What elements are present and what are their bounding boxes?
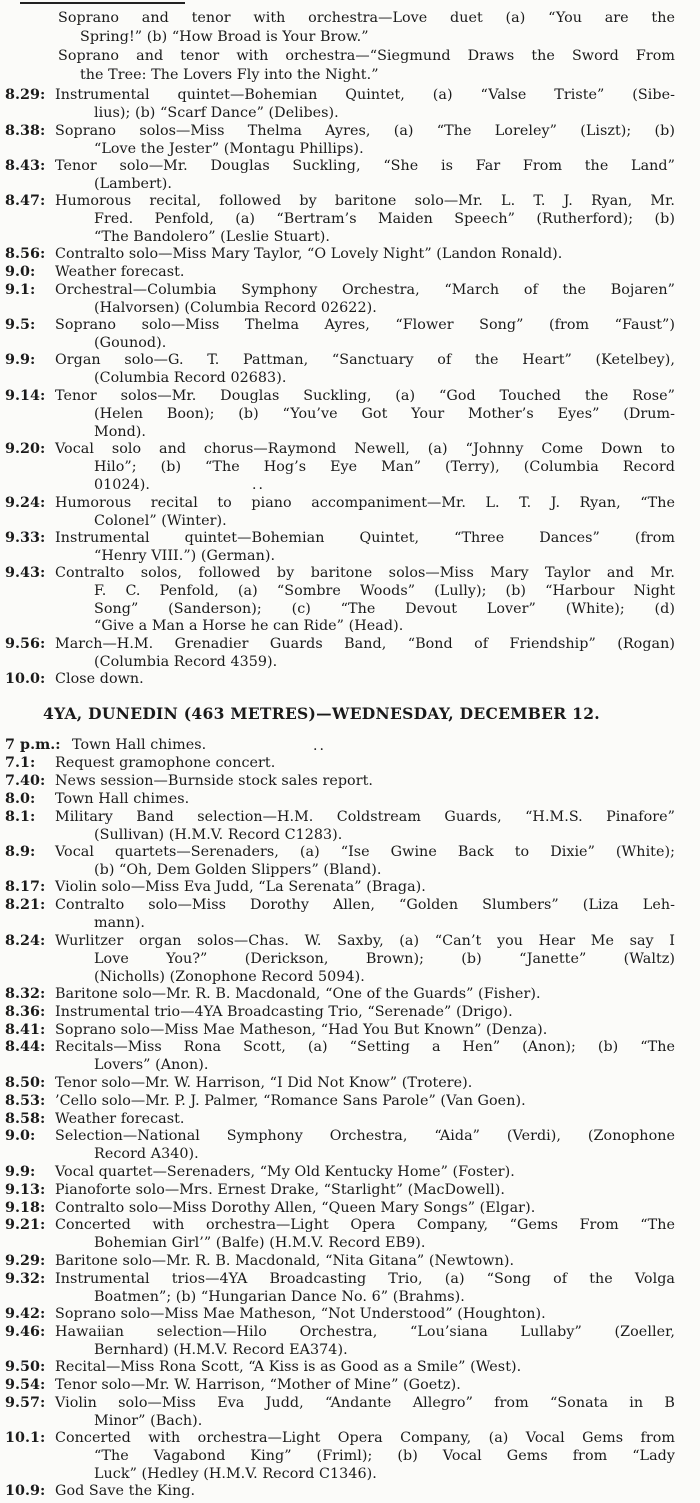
programme-text-line: Close down. (55, 671, 144, 687)
programme-time: 9.56: (5, 636, 46, 652)
programme-time: 8.17: (5, 879, 46, 895)
programme-text-line: “Give a Man a Horse he can Ride” (Head). (94, 618, 404, 635)
programme-text-line: Orchestral—Columbia Symphony Orchestra, “March of the Bojaren” (55, 282, 675, 298)
programme-time: 10.0: (5, 671, 46, 687)
programme-text-line: Contralto solo—Miss Dorothy Allen, “Golden Slumbers” (Liza Leh- (55, 897, 675, 913)
programme-time: 8.38: (5, 123, 46, 139)
programme-time: 9.5: (5, 317, 36, 333)
programme-text-line: F. C. Penfold, (a) “Sombre Woods” (Lully); (b) “Harbour Night (94, 582, 675, 599)
programme-text-line: Tenor solo—Mr. Douglas Suckling, “She is Far From the Land” (55, 158, 675, 174)
stray-dots: .. (313, 738, 326, 754)
programme-text-line: Luck” (Hedley (H.M.V. Record C1346). (94, 1465, 377, 1482)
programme-time: 8.32: (5, 986, 46, 1002)
programme-text-line: Instrumental trio—4YA Broadcasting Trio, “Serenade” (Drigo). (55, 1004, 513, 1020)
programme-time: 9.46: (5, 1324, 46, 1340)
programme-text-line: ’Cello solo—Mr. P. J. Palmer, “Romance Sans Parole” (Van Goen). (55, 1093, 526, 1109)
programme-time: 9.18: (5, 1200, 46, 1216)
programme-text-line: (Lambert). (94, 175, 172, 192)
programme-text-line: 01024). (94, 476, 150, 493)
programme-text-line: Pianoforte solo—Mrs. Ernest Drake, “Starlight” (MacDowell). (55, 1182, 505, 1198)
programme-text-line: Vocal quartets—Serenaders, (a) “Ise Gwine Back to Dixie” (White); (55, 844, 675, 860)
programme-time: 9.1: (5, 282, 36, 298)
programme-text-line: (Gounod). (94, 334, 167, 351)
programme-text-line: (Halvorsen) (Columbia Record 02622). (94, 299, 377, 316)
programme-text-line: Concerted with orchestra—Light Opera Company, “Gems From “The (55, 1217, 675, 1233)
programme-time: 9.42: (5, 1306, 46, 1322)
programme-time: 9.13: (5, 1182, 46, 1198)
programme-text-line: Violin solo—Miss Eva Judd, “Andante Allegro” from “Sonata in B (55, 1395, 675, 1411)
station-heading: 4YA, DUNEDIN (463 METRES)—WEDNESDAY, DECEMBER 12. (43, 704, 601, 723)
programme-text-line: (Sullivan) (H.M.V. Record C1283). (94, 826, 343, 843)
programme-time: 8.44: (5, 1039, 46, 1055)
programme-text-line: Town Hall chimes. (55, 791, 190, 807)
programme-time: 8.50: (5, 1075, 46, 1091)
programme-time: 9.9: (5, 352, 36, 368)
programme-text-line: Selection—National Symphony Orchestra, “Aida” (Verdi), (Zonophone (55, 1128, 675, 1144)
programme-text-line: Love You?” (Derickson, Brown); (b) “Janette” (Waltz) (94, 950, 675, 967)
programme-time: 7.40: (5, 773, 46, 789)
programme-text-line: Contralto solos, followed by baritone solos—Miss Mary Taylor and Mr. (55, 565, 675, 581)
programme-text-line: Minor” (Bach). (94, 1412, 203, 1429)
programme-text-line: Weather forecast. (55, 1111, 185, 1127)
programme-time: 8.29: (5, 87, 46, 103)
programme-time: 7.1: (5, 755, 36, 771)
programme-text-line: Tenor solos—Mr. Douglas Suckling, (a) “God Touched the Rose” (55, 388, 675, 404)
programme-time: 9.43: (5, 565, 46, 581)
programme-time: 9.9: (5, 1164, 36, 1180)
programme-text-line: Organ solo—G. T. Pattman, “Sanctuary of the Heart” (Ketelbey), (55, 352, 675, 368)
top-rule (20, 2, 185, 4)
programme-text-line: lius); (b) “Scarf Dance” (Delibes). (94, 104, 339, 121)
programme-time: 9.21: (5, 1217, 46, 1233)
programme-time: 9.50: (5, 1359, 46, 1375)
programme-time: 9.14: (5, 388, 46, 404)
programme-time: 8.24: (5, 933, 46, 949)
programme-text-line: Vocal solo and chorus—Raymond Newell, (a) “Johnny Come Down to (55, 441, 675, 457)
programme-text-line: (Helen Boon); (b) “You’ve Got Your Mother’s Eyes” (Drum- (94, 405, 675, 422)
programme-time: 8.0: (5, 791, 36, 807)
programme-text-line: “Love the Jester” (Montagu Phillips). (94, 140, 364, 157)
programme-text-line: (Nicholls) (Zonophone Record 5094). (94, 968, 365, 985)
programme-text-line: Mond). (94, 423, 147, 440)
programme-text-line: March—H.M. Grenadier Guards Band, “Bond of Friendship” (Rogan) (55, 636, 675, 652)
programme-text-line: Violin solo—Miss Eva Judd, “La Serenata” (Braga). (55, 879, 426, 895)
programme-text-line: Lovers” (Anon). (94, 1056, 209, 1073)
programme-text-line: Humorous recital to piano accompaniment—Mr. L. T. J. Ryan, “The (55, 495, 675, 511)
programme-text-line: Fred. Penfold, (a) “Bertram’s Maiden Speech” (Rutherford); (b) (94, 210, 675, 227)
programme-time: 8.21: (5, 897, 46, 913)
programme-time: 9.29: (5, 1253, 46, 1269)
programme-time: 8.41: (5, 1022, 46, 1038)
programme-text-line: “The Vagabond King” (Friml); (b) Vocal Gems from “Lady (94, 1447, 675, 1464)
programme-text-line: Military Band selection—H.M. Coldstream Guards, “H.M.S. Pinafore” (55, 809, 675, 825)
programme-time: 9.33: (5, 530, 46, 546)
programme-text-line: Song” (Sanderson); (c) “The Devout Lover” (White); (d) (94, 600, 675, 617)
programme-time: 8.36: (5, 1004, 46, 1020)
programme-text-line: “Henry VIII.”) (German). (94, 547, 276, 564)
programme-text-line: (Columbia Record 02683). (94, 369, 287, 386)
programme-time: 8.47: (5, 193, 46, 209)
programme-text-line: Hawaiian selection—Hilo Orchestra, “Lou’siana Lullaby” (Zoeller, (55, 1324, 675, 1340)
programme-text-line: Vocal quartet—Serenaders, “My Old Kentucky Home” (Foster). (55, 1164, 515, 1180)
programme-text-line: (b) “Oh, Dem Golden Slippers” (Bland). (94, 861, 382, 878)
programme-text-line: Tenor solo—Mr. W. Harrison, “I Did Not Know” (Trotere). (55, 1075, 473, 1091)
programme-text-line: Colonel” (Winter). (94, 512, 227, 529)
programme-time: 9.32: (5, 1271, 46, 1287)
programme-text-line: Concerted with orchestra—Light Opera Company, (a) Vocal Gems from (55, 1430, 675, 1446)
programme-text-line: Recitals—Miss Rona Scott, (a) “Setting a Hen” (Anon); (b) “The (55, 1039, 675, 1055)
programme-text-line: Town Hall chimes. (72, 737, 207, 753)
programme-text-line: Soprano solos—Miss Thelma Ayres, (a) “The Loreley” (Liszt); (b) (55, 123, 675, 139)
programme-time: 9.54: (5, 1377, 46, 1393)
programme-text-line: Tenor solo—Mr. W. Harrison, “Mother of Mine” (Goetz). (55, 1377, 461, 1393)
programme-time: 8.1: (5, 809, 36, 825)
programme-time: 9.57: (5, 1395, 46, 1411)
programme-time: 10.1: (5, 1430, 46, 1446)
programme-text-line: Instrumental quintet—Bohemian Quintet, “Three Dances” (from (55, 530, 675, 546)
programme-text-line: Hilo”; (b) “The Hog’s Eye Man” (Terry), (Columbia Record (94, 458, 675, 475)
stray-dots: .. (252, 477, 265, 493)
programme-text-line: Record A340). (94, 1145, 199, 1162)
programme-time: 7 p.m.: (5, 737, 61, 753)
programme-text-line: Request gramophone concert. (55, 755, 276, 771)
programme-time: 10.9: (5, 1483, 46, 1499)
programme-text-line: Humorous recital, followed by baritone solo—Mr. L. T. J. Ryan, Mr. (55, 193, 675, 209)
programme-text-line: Soprano solo—Miss Thelma Ayres, “Flower Song” (from “Faust”) (55, 317, 675, 333)
programme-text-line: (Columbia Record 4359). (94, 653, 278, 670)
programme-time: 8.53: (5, 1093, 46, 1109)
programme-text-line: Baritone solo—Mr. R. B. Macdonald, “One of the Guards” (Fisher). (55, 986, 541, 1002)
programme-text-line: Instrumental trios—4YA Broadcasting Trio, (a) “Song of the Volga (55, 1271, 675, 1287)
programme-time: 8.56: (5, 246, 46, 262)
programme-text-line: mann). (94, 914, 145, 931)
programme-text-line: Wurlitzer organ solos—Chas. W. Saxby, (a) “Can’t you Hear Me say I (55, 933, 675, 949)
programme-text-line: Bernhard) (H.M.V. Record EA374). (94, 1341, 348, 1358)
programme-time: 8.9: (5, 844, 36, 860)
programme-time: 8.43: (5, 158, 46, 174)
programme-text-line: Contralto solo—Miss Mary Taylor, “O Lovely Night” (Landon Ronald). (55, 246, 563, 262)
programme-text-line: Soprano solo—Miss Mae Matheson, “Had You But Known” (Denza). (55, 1022, 548, 1038)
programme-text-line: Instrumental quintet—Bohemian Quintet, (a) “Valse Triste” (Sibe- (55, 87, 675, 103)
programme-time: 8.58: (5, 1111, 46, 1127)
programme-text-line: News session—Burnside stock sales report. (55, 773, 373, 789)
programme-time: 9.24: (5, 495, 46, 511)
programme-text-line: Recital—Miss Rona Scott, “A Kiss is as Good as a Smile” (West). (55, 1359, 522, 1375)
programme-time: 9.20: (5, 441, 46, 457)
programme-text-line: Baritone solo—Mr. R. B. Macdonald, “Nita Gitana” (Newtown). (55, 1253, 515, 1269)
programme-time: 9.0: (5, 1128, 36, 1144)
programme-text-line: Soprano solo—Miss Mae Matheson, “Not Understood” (Houghton). (55, 1306, 546, 1322)
programme-text-line: God Save the King. (55, 1483, 196, 1499)
programme-text-line: Weather forecast. (55, 264, 185, 280)
programme-text-line: Boatmen”; (b) “Hungarian Dance No. 6” (Brahms). (94, 1288, 465, 1305)
programme-text-line: Contralto solo—Miss Dorothy Allen, “Queen Mary Songs” (Elgar). (55, 1200, 536, 1216)
programme-text-line: “The Bandolero” (Leslie Stuart). (94, 228, 330, 245)
programme-time: 9.0: (5, 264, 36, 280)
programme-text-line: Bohemian Girl’” (Balfe) (H.M.V. Record EB9). (94, 1234, 426, 1251)
